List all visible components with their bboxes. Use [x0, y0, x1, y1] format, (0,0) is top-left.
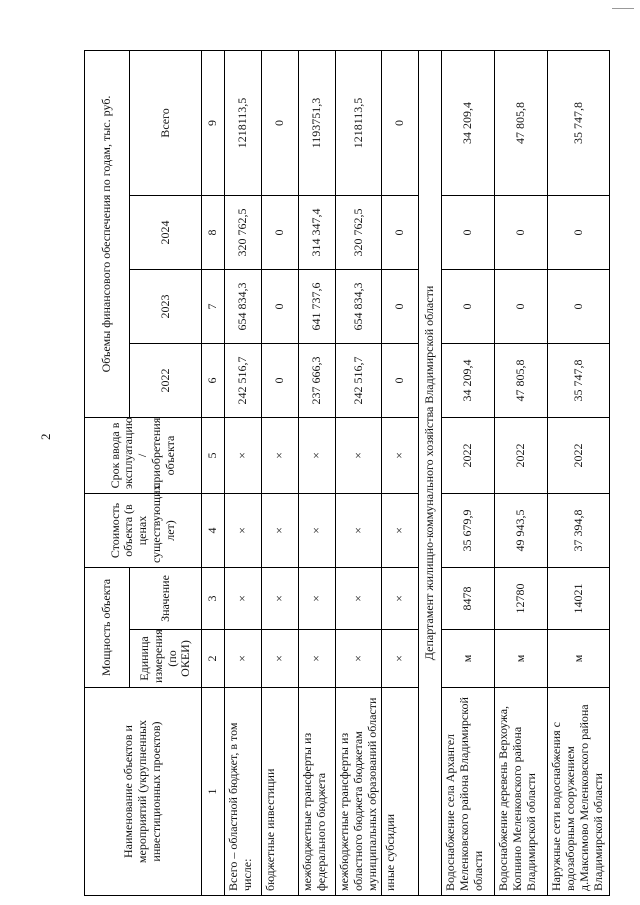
table-cell: м	[495, 630, 548, 688]
col-number: 6	[202, 343, 225, 417]
table-cell: ×	[299, 567, 336, 629]
table-cell: 0	[548, 195, 610, 269]
rotated-sheet	[84, 51, 626, 896]
table-cell: 0	[382, 343, 419, 417]
col-number: 7	[202, 269, 225, 343]
row-name: Всего – областной бюджет, в том числе:	[225, 688, 262, 896]
table-cell: ×	[382, 417, 419, 493]
col-number: 5	[202, 417, 225, 493]
table-cell: 14021	[548, 567, 610, 629]
header-capacity: Мощность объекта	[85, 567, 130, 687]
table-cell: ×	[336, 630, 382, 688]
table-cell: 314 347,4	[299, 195, 336, 269]
row-name: межбюджетные трансферты из федерального бюджета	[299, 688, 336, 896]
table-cell: 320 762,5	[336, 195, 382, 269]
table-cell: 47 805,8	[495, 343, 548, 417]
table-cell: 0	[495, 269, 548, 343]
table-cell: 0	[442, 269, 495, 343]
table-cell: 0	[262, 50, 299, 195]
table-row	[382, 50, 419, 895]
row-name: бюджетные инвестиции	[262, 688, 299, 896]
table-cell: ×	[382, 630, 419, 688]
table-cell: 8478	[442, 567, 495, 629]
table-cell: ×	[262, 493, 299, 567]
header-value: Значение	[130, 567, 202, 629]
table-cell: ×	[225, 567, 262, 629]
table-cell: 654 834,3	[225, 269, 262, 343]
table-row	[442, 50, 495, 895]
table-cell: ×	[299, 630, 336, 688]
col-number: 3	[202, 567, 225, 629]
table-cell: ×	[262, 567, 299, 629]
col-number: 4	[202, 493, 225, 567]
table-cell: 34 209,4	[442, 343, 495, 417]
table-row	[336, 50, 382, 895]
header-year-2024: 2024	[130, 195, 202, 269]
table-cell: 35 747,8	[548, 343, 610, 417]
table-cell: ×	[225, 493, 262, 567]
edge-mark	[612, 8, 634, 9]
table-cell: 1218113,5	[225, 50, 262, 195]
header-total: Всего	[130, 50, 202, 195]
table-cell: 654 834,3	[336, 269, 382, 343]
table-cell: ×	[299, 417, 336, 493]
table-row	[548, 50, 610, 895]
table-cell: ×	[336, 567, 382, 629]
table-cell: 242 516,7	[336, 343, 382, 417]
table-cell: ×	[336, 493, 382, 567]
table-cell: 320 762,5	[225, 195, 262, 269]
table-cell: 2022	[548, 417, 610, 493]
table-cell: 0	[262, 195, 299, 269]
table-cell: 2022	[442, 417, 495, 493]
row-name: межбюджетные трансферты из областного бюджета бюджетам муниципальных образований области	[336, 688, 382, 896]
header-year-2022: 2022	[130, 343, 202, 417]
row-name: иные субсидии	[382, 688, 419, 896]
table-cell: 242 516,7	[225, 343, 262, 417]
col-number: 8	[202, 195, 225, 269]
header-name: Наименование объектов и мероприятий (укрупненных инвестиционных проектов)	[85, 688, 202, 896]
table-cell: м	[442, 630, 495, 688]
table-cell: ×	[336, 417, 382, 493]
table-cell: 0	[262, 269, 299, 343]
header-term: Срок ввода в эксплуатацию / приобретения объекта	[85, 417, 202, 493]
table-cell: ×	[262, 630, 299, 688]
table-cell: 0	[382, 50, 419, 195]
table-cell: 34 209,4	[442, 50, 495, 195]
section-title: Департамент жилищно-коммунального хозяйства Владимирской области	[419, 50, 442, 895]
header-cost: Стоимость объекта (в ценах существующих лет)	[85, 493, 202, 567]
table-cell: 1193751,3	[299, 50, 336, 195]
table-cell: 1218113,5	[336, 50, 382, 195]
table-cell: ×	[262, 417, 299, 493]
table-cell: ×	[225, 630, 262, 688]
section-row	[419, 50, 442, 895]
table-cell: ×	[225, 417, 262, 493]
col-number: 2	[202, 630, 225, 688]
table-cell: 49 943,5	[495, 493, 548, 567]
funding-table	[84, 50, 610, 896]
table-cell: ×	[382, 493, 419, 567]
header-unit: Единица измерения (по ОКЕИ)	[130, 630, 202, 688]
header-funding: Объемы финансового обеспечения по годам, тыс. руб.	[85, 50, 130, 417]
table-cell: м	[548, 630, 610, 688]
object-name: Наружные сети водоснабжения с водозаборным сооружением д.Максимово Меленковского района Владимирской области	[548, 688, 610, 896]
table-cell: 641 737,6	[299, 269, 336, 343]
table-cell: 0	[548, 269, 610, 343]
table-cell: 0	[382, 195, 419, 269]
table-cell: 2022	[495, 417, 548, 493]
object-name: Водоснабжение деревень Верхоужа, Копнино Меленковского района Владимирской области	[495, 688, 548, 896]
table-cell: 237 666,3	[299, 343, 336, 417]
col-number: 9	[202, 50, 225, 195]
table-row	[495, 50, 548, 895]
table-cell: 12780	[495, 567, 548, 629]
table-cell: 47 805,8	[495, 50, 548, 195]
table-cell: 0	[262, 343, 299, 417]
col-number: 1	[202, 688, 225, 896]
object-name: Водоснабжение села Архангел Меленковского района Владимирской области	[442, 688, 495, 896]
table-cell: 0	[495, 195, 548, 269]
table-row	[225, 50, 262, 895]
table-cell: ×	[299, 493, 336, 567]
table-cell: 35 679,9	[442, 493, 495, 567]
header-year-2023: 2023	[130, 269, 202, 343]
table-row	[262, 50, 299, 895]
table-row	[299, 50, 336, 895]
table-cell: 37 394,8	[548, 493, 610, 567]
table-cell: ×	[382, 567, 419, 629]
table-cell: 35 747,8	[548, 50, 610, 195]
table-cell: 0	[382, 269, 419, 343]
page-number: 2	[38, 433, 53, 440]
table-cell: 0	[442, 195, 495, 269]
